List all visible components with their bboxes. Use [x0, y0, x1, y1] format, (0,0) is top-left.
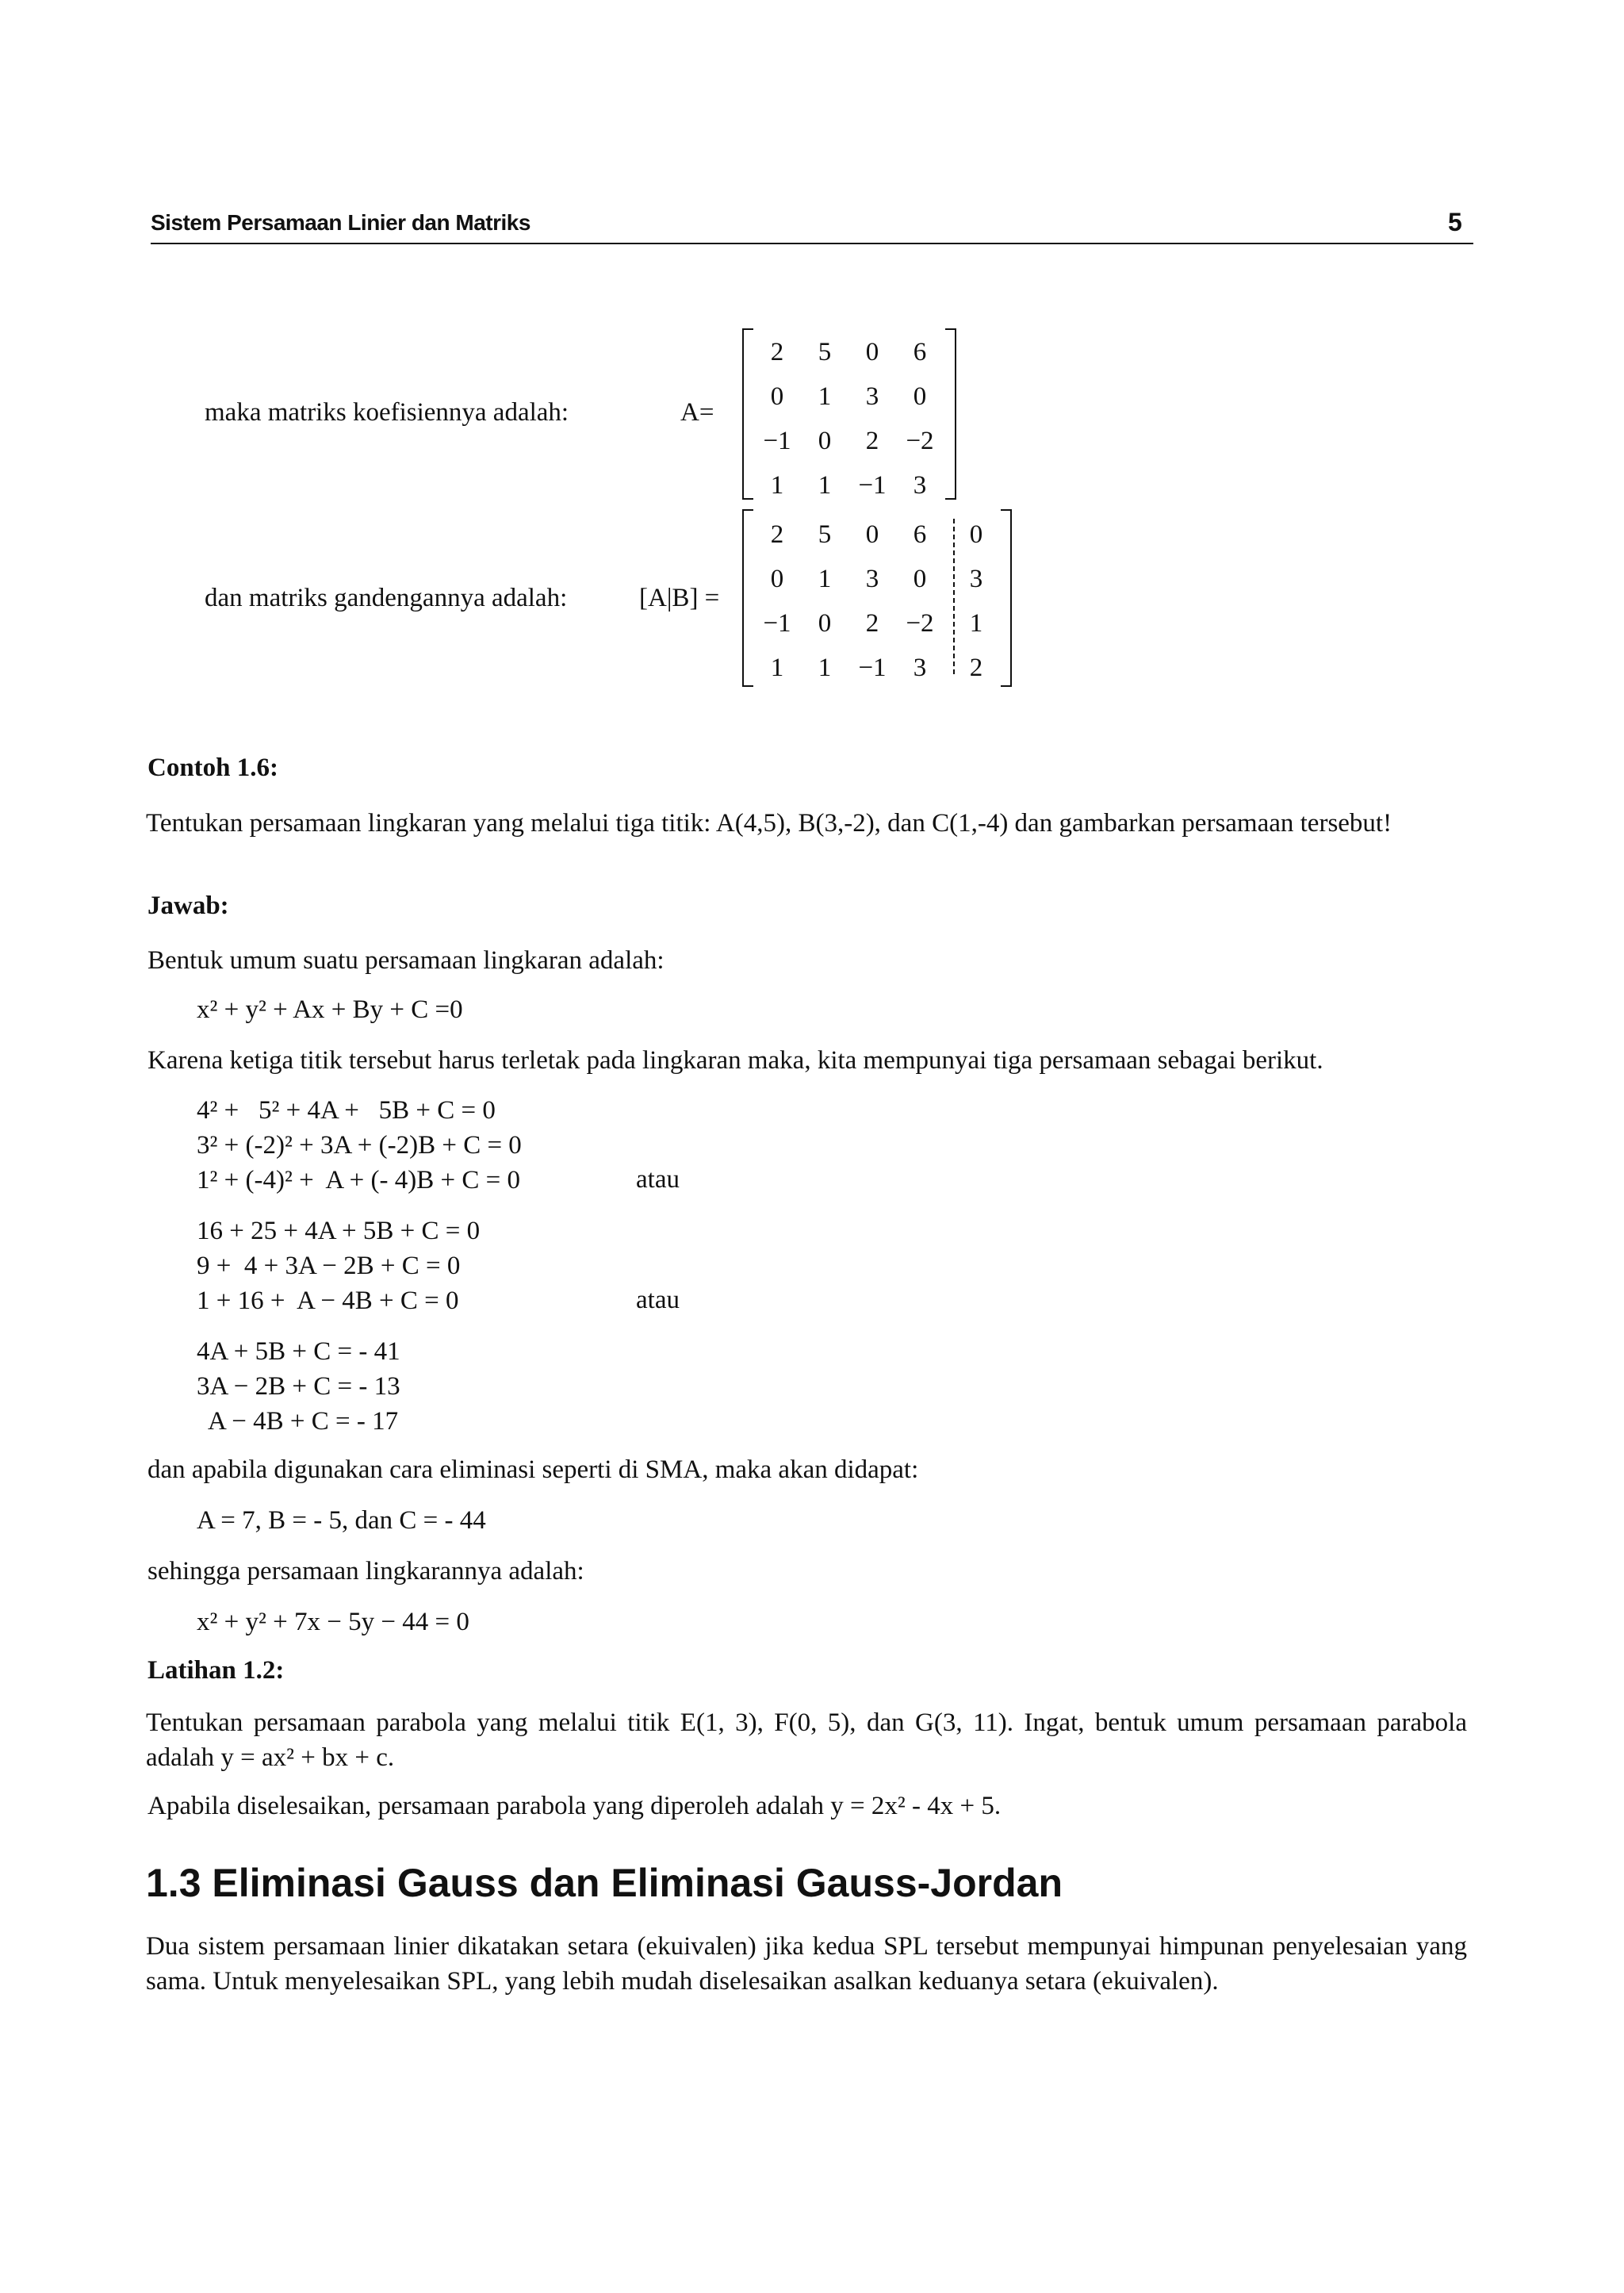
example-heading: Contoh 1.6: — [147, 753, 279, 782]
equation-line: 1 + 16 + A − 4B + C = 0 — [197, 1286, 459, 1315]
exercise-text: Tentukan persamaan parabola yang melalui titik E(1, 3), F(0, 5), dan G(3, 11). Ingat, bentuk umum persamaan parabola adalah y = ax² + bx + c. — [146, 1708, 1467, 1772]
solution-values: A = 7, B = - 5, dan C = - 44 — [197, 1506, 486, 1535]
matrix-cell: 6 — [913, 338, 927, 366]
matrix-cell: 5 — [818, 338, 832, 366]
section-text: Dua sistem persamaan linier dikatakan setara (ekuivalen) jika kedua SPL tersebut mempunyai himpunan penyelesaian yang sama. Untuk menyelesaikan SPL, yang lebih mudah diselesaikan asalkan keduanya setara (ekuivalen). — [146, 1932, 1467, 1996]
matrix-a-symbol: A= — [680, 398, 714, 427]
matrix-cell: 1 — [818, 654, 832, 682]
matrix-cell: 3 — [913, 471, 927, 500]
matrix-cell: 1 — [969, 609, 983, 638]
matrix-cell: 0 — [818, 609, 832, 638]
equation-line: 16 + 25 + 4A + 5B + C = 0 — [197, 1217, 481, 1245]
matrix-cell: 1 — [818, 565, 832, 593]
matrix-cell: 0 — [913, 382, 927, 411]
equation-system-3 — [197, 1334, 427, 1439]
exercise-heading: Latihan 1.2: — [147, 1656, 285, 1685]
matrix-cell: 3 — [865, 565, 879, 593]
matrix-cell: 1 — [818, 471, 832, 500]
matrix-cell: 0 — [818, 427, 832, 455]
reason-text: Karena ketiga titik tersebut harus terletak pada lingkaran maka, kita mempunyai tiga persamaan sebagai berikut. — [147, 1046, 1323, 1075]
atau-label: atau — [636, 1165, 680, 1194]
matrix-cell: −1 — [763, 427, 791, 455]
matrix-cell: −1 — [858, 654, 887, 682]
equation-line: A − 4B + C = - 17 — [208, 1407, 399, 1436]
matrix-a — [742, 328, 956, 500]
left-bracket — [742, 509, 753, 687]
matrix-cell: 5 — [818, 520, 832, 549]
example-problem: Tentukan persamaan lingkaran yang melalui tiga titik: A(4,5), B(3,-2), dan C(1,-4) dan gambarkan persamaan tersebut! — [146, 809, 1392, 838]
result-equation: x² + y² + 7x − 5y − 44 = 0 — [197, 1608, 469, 1636]
matrix-cell: 2 — [770, 520, 784, 549]
matrix-ab-label: dan matriks gandengannya adalah: — [205, 584, 568, 612]
matrix-a-label: maka matriks koefisiennya adalah: — [205, 398, 569, 427]
result-intro: sehingga persamaan lingkarannya adalah: — [147, 1557, 584, 1586]
elimination-intro: dan apabila digunakan cara eliminasi seperti di SMA, maka akan didapat: — [147, 1455, 919, 1484]
matrix-cell: 0 — [770, 565, 784, 593]
header-rule — [151, 243, 1473, 244]
left-bracket — [742, 328, 753, 500]
matrix-cell: 0 — [865, 338, 879, 366]
matrix-ab-cells — [753, 512, 944, 690]
equation-line: 1² + (-4)² + A + (- 4)B + C = 0 — [197, 1166, 520, 1194]
atau-label: atau — [636, 1286, 680, 1314]
augment-separator — [953, 519, 955, 674]
matrix-a-cells — [753, 330, 944, 508]
matrix-cell: 3 — [913, 654, 927, 682]
matrix-cell: 2 — [969, 654, 983, 682]
section-title: 1.3 Eliminasi Gauss dan Eliminasi Gauss-Jordan — [146, 1861, 1063, 1905]
matrix-cell: 1 — [770, 471, 784, 500]
exercise-answer: Apabila diselesaikan, persamaan parabola yang diperoleh adalah y = 2x² - 4x + 5. — [147, 1792, 1002, 1820]
matrix-cell: −1 — [858, 471, 887, 500]
matrix-cell: 6 — [913, 520, 927, 549]
general-form-intro: Bentuk umum suatu persamaan lingkaran adalah: — [147, 946, 665, 975]
matrix-cell: 2 — [865, 427, 879, 455]
right-bracket — [1001, 509, 1012, 687]
matrix-cell: 0 — [865, 520, 879, 549]
answer-heading: Jawab: — [147, 892, 229, 920]
matrix-cell: −2 — [906, 427, 934, 455]
page-number: 5 — [1448, 208, 1462, 236]
matrix-cell: −2 — [906, 609, 934, 638]
matrix-ab-symbol: [A|B] = — [639, 584, 720, 612]
matrix-ab-aug-column — [958, 512, 994, 690]
equation-line: 9 + 4 + 3A − 2B + C = 0 — [197, 1252, 461, 1280]
matrix-cell: 2 — [770, 338, 784, 366]
equation-system-2 — [197, 1214, 480, 1318]
matrix-cell: 3 — [969, 565, 983, 593]
matrix-cell: 1 — [770, 654, 784, 682]
equation-line: 4² + 5² + 4A + 5B + C = 0 — [197, 1096, 496, 1125]
matrix-cell: 0 — [770, 382, 784, 411]
matrix-cell: 3 — [865, 382, 879, 411]
equation-line: 3² + (-2)² + 3A + (-2)B + C = 0 — [197, 1131, 522, 1160]
matrix-ab — [742, 509, 1012, 687]
matrix-cell: 2 — [865, 609, 879, 638]
equation-system-1 — [197, 1093, 522, 1198]
right-bracket — [945, 328, 956, 500]
matrix-cell: −1 — [763, 609, 791, 638]
equation-line: 4A + 5B + C = - 41 — [197, 1337, 400, 1366]
general-equation: x² + y² + Ax + By + C =0 — [197, 995, 463, 1024]
equation-line: 3A − 2B + C = - 13 — [197, 1372, 400, 1401]
matrix-cell: 0 — [969, 520, 983, 549]
matrix-cell: 1 — [818, 382, 832, 411]
running-header-title: Sistem Persamaan Linier dan Matriks — [151, 210, 530, 235]
matrix-cell: 0 — [913, 565, 927, 593]
